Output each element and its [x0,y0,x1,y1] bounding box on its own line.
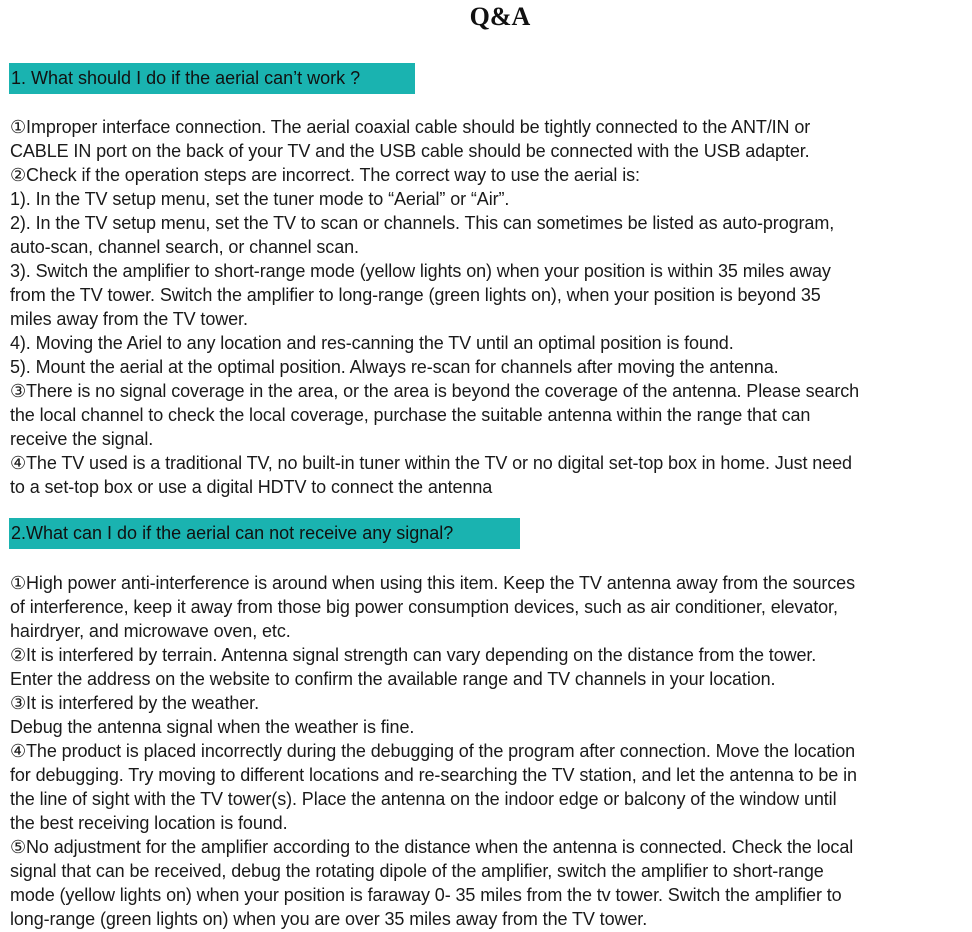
answer-2-body [10,571,972,931]
answer-1-line: 3). Switch the amplifier to short-range mode (yellow lights on) when your position is within 35 miles away [10,261,831,281]
answer-2-line: the best receiving location is found. [10,813,288,833]
answer-1-line: from the TV tower. Switch the amplifier to long-range (green lights on), when your position is beyond 35 [10,285,821,305]
question-2-heading: 2.What can I do if the aerial can not receive any signal? [9,518,520,549]
answer-1-body [10,115,972,499]
answer-2-line: the line of sight with the TV tower(s). Place the antenna on the indoor edge or balcony of the window until [10,789,837,809]
answer-2-line: Debug the antenna signal when the weather is fine. [10,717,415,737]
answer-2-line: signal that can be received, debug the rotating dipole of the amplifier, switch the amplifier to short-range [10,861,824,881]
answer-1-line: ④The TV used is a traditional TV, no built-in tuner within the TV or no digital set-top box in home. Just need [10,453,852,473]
answer-1-line: auto-scan, channel search, or channel scan. [10,237,359,257]
answer-2-line: ⑤No adjustment for the amplifier according to the distance when the antenna is connected. Check the local [10,837,854,857]
answer-1-line: to a set-top box or use a digital HDTV to connect the antenna [10,477,493,497]
answer-1-line: ②Check if the operation steps are incorrect. The correct way to use the aerial is: [10,165,640,185]
answer-1-line: receive the signal. [10,429,154,449]
answer-2-line: ②It is interfered by terrain. Antenna signal strength can vary depending on the distance from the tower. [10,645,817,665]
answer-2-line: ①High power anti-interference is around when using this item. Keep the TV antenna away from the sources [10,573,855,593]
answer-1-line: the local channel to check the local coverage, purchase the suitable antenna within the range that can [10,405,811,425]
answer-1-line: 5). Mount the aerial at the optimal position. Always re-scan for channels after moving the antenna. [10,357,779,377]
answer-2-line: of interference, keep it away from those big power consumption devices, such as air conditioner, elevator, [10,597,838,617]
answer-2-line: ③It is interfered by the weather. [10,693,259,713]
answer-1-line: ③There is no signal coverage in the area, or the area is beyond the coverage of the antenna. Please search [10,381,860,401]
answer-2-line: mode (yellow lights on) when your position is faraway 0- 35 miles from the tv tower. Switch the amplifier to [10,885,842,905]
answer-2-line: Enter the address on the website to confirm the available range and TV channels in your location. [10,669,776,689]
answer-1-line: 4). Moving the Ariel to any location and res-canning the TV until an optimal position is found. [10,333,734,353]
answer-1-line: 1). In the TV setup menu, set the tuner mode to “Aerial” or “Air”. [10,189,510,209]
question-1-heading: 1. What should I do if the aerial can’t work ? [9,63,415,94]
answer-2-line: for debugging. Try moving to different locations and re-searching the TV station, and let the antenna to be in [10,765,857,785]
answer-1-line: CABLE IN port on the back of your TV and the USB cable should be connected with the USB adapter. [10,141,810,161]
answer-1-line: 2). In the TV setup menu, set the TV to scan or channels. This can sometimes be listed as auto-program, [10,213,835,233]
answer-2-line: hairdryer, and microwave oven, etc. [10,621,291,641]
answer-1-line: ①Improper interface connection. The aerial coaxial cable should be tightly connected to the ANT/IN or [10,117,811,137]
answer-2-line: ④The product is placed incorrectly during the debugging of the program after connection. Move the location [10,741,856,761]
page-title: Q&A [469,2,531,31]
answer-1-line: miles away from the TV tower. [10,309,248,329]
answer-2-line: long-range (green lights on) when you are over 35 miles away from the TV tower. [10,909,648,929]
